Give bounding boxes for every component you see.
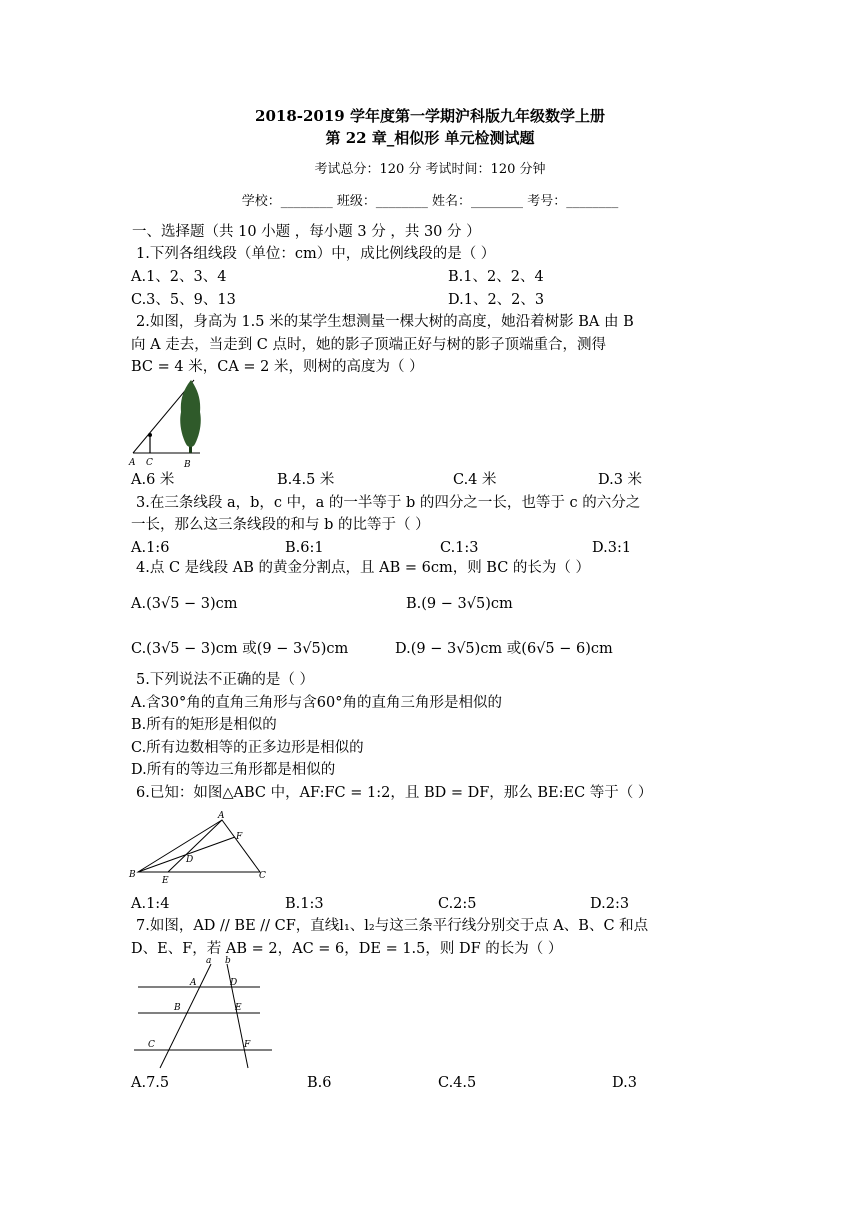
q7-parallel-lines-figure [126,954,276,1070]
q6-option-c: C.2:5 [438,896,477,912]
q6-stem: 6.已知：如图△ABC 中，AF:FC = 1:2，且 BD = DF，那么 BE:EC 等于（ ） [136,785,653,801]
q2-option-a: A.6 米 [131,472,175,488]
q5-option-d: D.所有的等边三角形都是相似的 [131,762,336,778]
q6-label-d: D [186,855,194,865]
q6-option-a: A.1:4 [131,896,170,912]
q6-option-d: D.2:3 [590,896,630,912]
q6-label-a: A [218,811,225,821]
q2-option-b: B.4.5 米 [277,472,335,488]
q4-option-d: D.(9 − 3√5)cm 或(6√5 − 6)cm [395,641,613,657]
q1-option-c: C.3、5、9、13 [131,292,236,308]
student-info: 学校：________ 班级：________ 姓名：________ 考号：________ [241,194,619,209]
q7-label-f: F [244,1040,251,1050]
q7-label-d: D [230,978,238,988]
q1-option-b: B.1、2、2、4 [448,269,544,285]
q7-line1: 7.如图，AD // BE // CF，直线l₁、l₂与这三条平行线分别交于点 A、B、C 和点 [136,918,649,934]
q2-line1: 2.如图，身高为 1.5 米的某学生想测量一棵大树的高度，她沿着树影 BA 由 B [136,314,634,330]
q3-option-b: B.6:1 [285,540,324,556]
q7-label-b-line: b [225,956,231,966]
q7-option-d: D.3 [612,1075,637,1091]
q6-triangle-abc [138,820,260,872]
section-heading: 一、选择题（共 10 小题 ，每小题 3 分 ，共 30 分 ） [132,224,481,240]
q1-option-d: D.1、2、2、3 [448,292,545,308]
q7-option-c: C.4.5 [438,1075,477,1091]
q6-triangle-figure [128,810,270,888]
q7-label-a: A [190,978,197,988]
q4-option-c: C.(3√5 − 3)cm 或(9 − 3√5)cm [131,641,349,657]
q7-option-b: B.6 [307,1075,332,1091]
q6-label-b: B [129,870,136,880]
q3-option-c: C.1:3 [440,540,479,556]
q2-tree-crown [180,380,201,447]
q6-label-c: C [259,871,266,881]
q7-option-a: A.7.5 [131,1075,170,1091]
q7-line-l1 [160,964,211,1068]
q7-label-b: B [174,1003,181,1013]
q6-line-ae [168,820,222,872]
q5-option-a: A.含30°角的直角三角形与含60°角的直角三角形是相似的 [131,695,502,711]
q2-label-a: A [129,458,136,468]
q2-option-c: C.4 米 [453,472,497,488]
exam-info: 考试总分：120 分 考试时间：120 分钟 [314,162,546,177]
q7-label-a-line: a [206,956,212,966]
q7-label-e: E [235,1003,242,1013]
q2-line2: 向 A 走去，当走到 C 点时，她的影子顶端正好与树的影子顶端重合，测得 [131,337,606,353]
q7-label-c: C [148,1040,155,1050]
q2-option-d: D.3 米 [598,472,643,488]
exam-title-line1: 2018-2019 学年度第一学期沪科版九年级数学上册 [255,107,605,125]
exam-title-line2: 第 22 章_相似形 单元检测试题 [325,129,535,147]
q3-line1: 3.在三条线段 a，b，c 中，a 的一半等于 b 的四分之一长，也等于 c 的六分之 [136,495,641,511]
q6-option-b: B.1:3 [285,896,324,912]
q6-label-e: E [162,876,169,886]
q2-label-c: C [146,458,153,468]
q5-option-b: B.所有的矩形是相似的 [131,717,277,733]
q4-option-b: B.(9 − 3√5)cm [406,596,513,612]
q5-option-c: C.所有边数相等的正多边形是相似的 [131,740,364,756]
q3-option-d: D.3:1 [592,540,632,556]
q3-option-a: A.1:6 [131,540,170,556]
q1-option-a: A.1、2、3、4 [131,269,227,285]
q2-tree-figure [128,378,218,470]
q1-stem: 1.下列各组线段（单位：cm）中，成比例线段的是（ ） [136,246,496,262]
q4-option-a: A.(3√5 − 3)cm [131,596,238,612]
q7-line2: D、E、F，若 AB = 2，AC = 6，DE = 1.5，则 DF 的长为（ ） [131,941,563,957]
q2-label-b: B [184,460,191,470]
q3-line2: 一长，那么这三条线段的和与 b 的比等于（ ） [131,517,430,533]
q6-label-f: F [236,832,243,842]
q2-student-head [148,433,152,437]
q4-stem: 4.点 C 是线段 AB 的黄金分割点，且 AB = 6cm，则 BC 的长为（ ） [136,560,591,576]
q2-line3: BC = 4 米，CA = 2 米，则树的高度为（ ） [131,359,424,375]
q5-stem: 5.下列说法不正确的是（ ） [136,672,314,688]
